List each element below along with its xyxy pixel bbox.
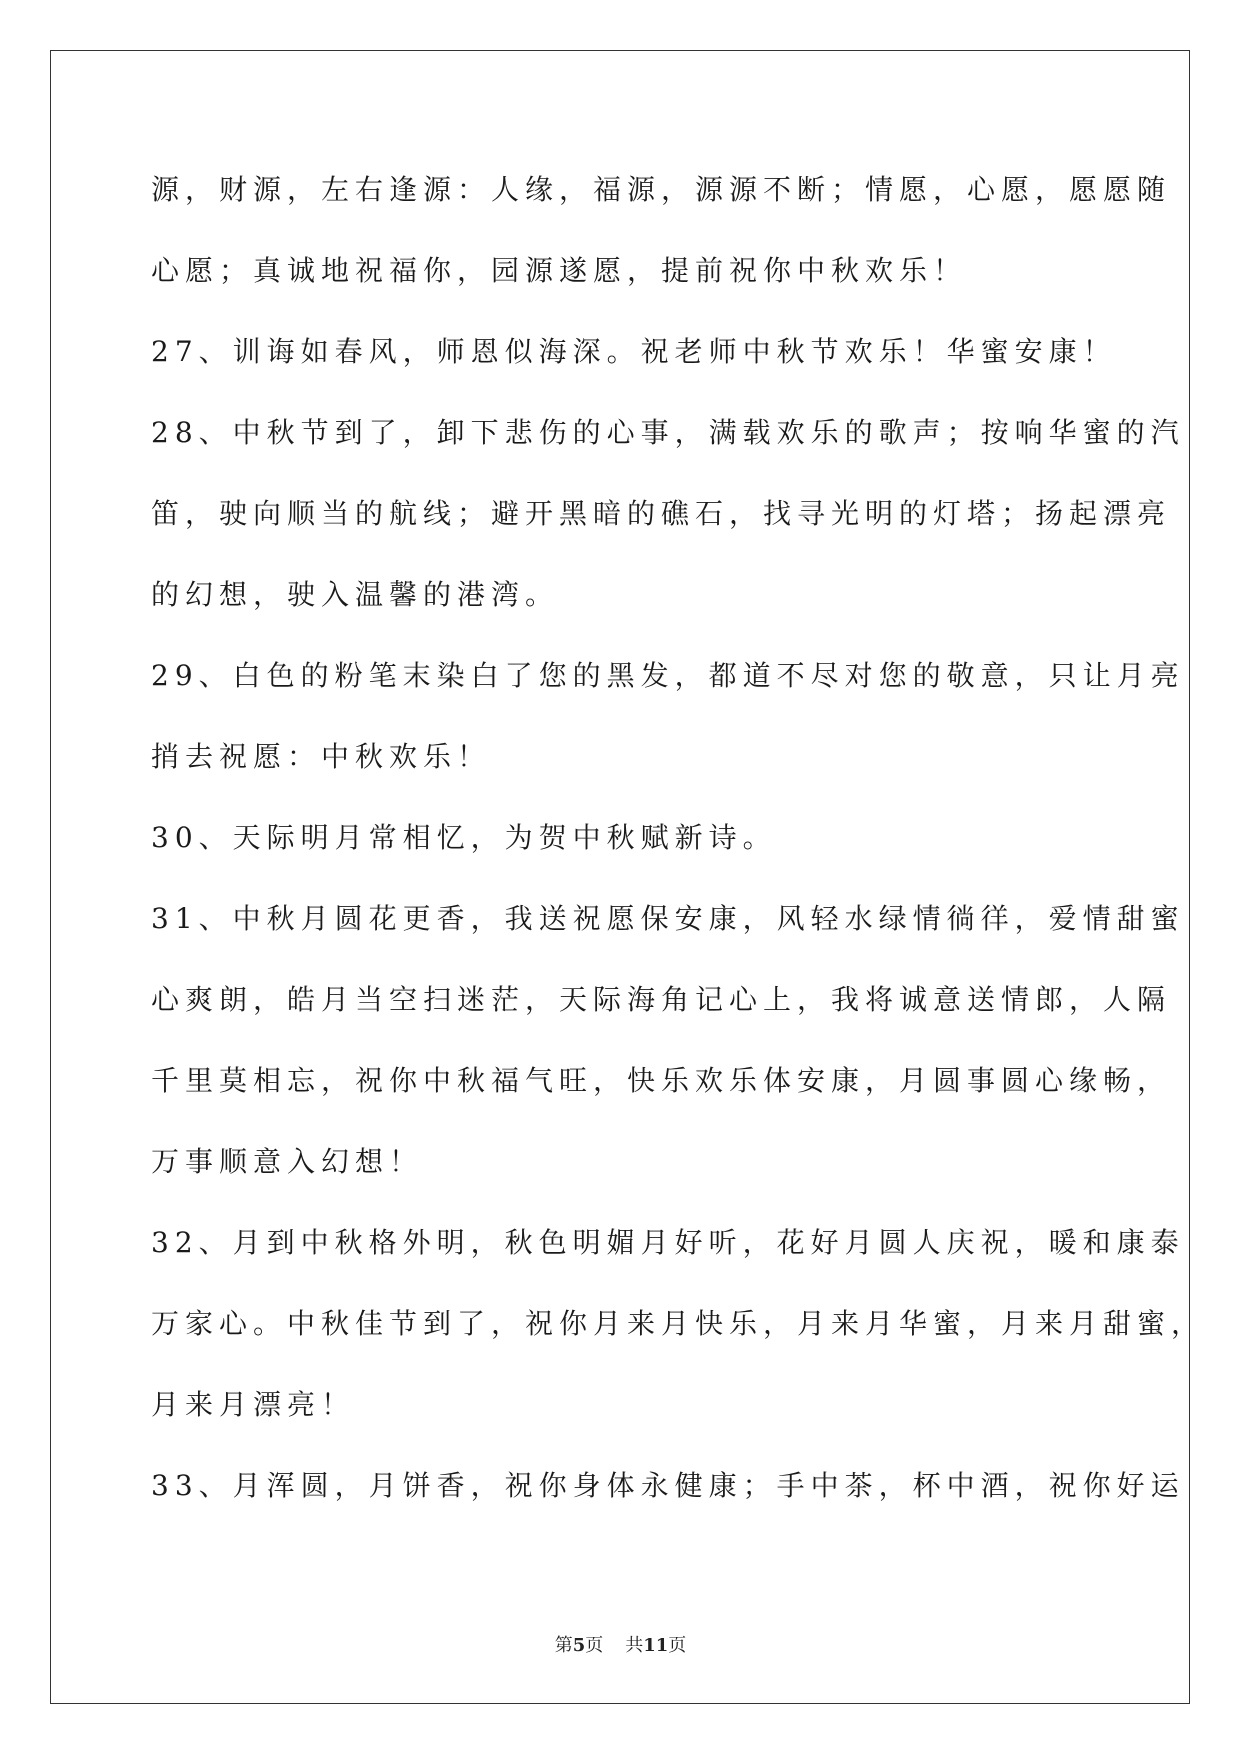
text-line: 27、训诲如春风，师恩似海深。祝老师中秋节欢乐！华蜜安康！ xyxy=(151,335,1117,368)
document-body xyxy=(151,160,1206,1537)
page-prefix: 第 xyxy=(554,1635,573,1656)
total-pages: 11 xyxy=(643,1635,669,1656)
page-number: 5 xyxy=(572,1635,586,1656)
text-line: 28、中秋节到了，卸下悲伤的心事，满载欢乐的歌声；按响华蜜的汽 xyxy=(151,416,1185,449)
text-line: 30、天际明月常相忆，为贺中秋赋新诗。 xyxy=(151,821,777,854)
page-footer xyxy=(0,1631,1241,1657)
text-line: 33、月浑圆，月饼香，祝你身体永健康；手中茶，杯中酒，祝你好运 xyxy=(151,1469,1185,1502)
text-line: 心愿；真诚地祝福你，园源遂愿，提前祝你中秋欢乐！ xyxy=(151,254,968,287)
text-line: 万家心。中秋佳节到了，祝你月来月快乐，月来月华蜜，月来月甜蜜， xyxy=(151,1307,1206,1340)
page-suffix: 页 xyxy=(585,1635,604,1656)
total-suffix: 页 xyxy=(668,1635,687,1656)
text-line: 32、月到中秋格外明，秋色明媚月好听，花好月圆人庆祝，暖和康泰 xyxy=(151,1226,1185,1259)
text-line: 万事顺意入幻想！ xyxy=(151,1145,424,1178)
text-line: 心爽朗，皓月当空扫迷茫，天际海角记心上，我将诚意送情郎，人隔 xyxy=(151,983,1172,1016)
text-line: 笛，驶向顺当的航线；避开黑暗的礁石，找寻光明的灯塔；扬起漂亮 xyxy=(151,497,1172,530)
text-line: 捎去祝愿：中秋欢乐！ xyxy=(151,740,492,773)
text-line: 29、白色的粉笔末染白了您的黑发，都道不尽对您的敬意，只让月亮 xyxy=(151,659,1185,692)
text-line: 源，财源，左右逢源：人缘，福源，源源不断；情愿，心愿，愿愿随 xyxy=(151,173,1172,206)
text-line: 31、中秋月圆花更香，我送祝愿保安康，风轻水绿情徜徉，爱情甜蜜 xyxy=(151,902,1185,935)
total-prefix: 共 xyxy=(625,1635,644,1656)
text-line: 月来月漂亮！ xyxy=(151,1388,356,1421)
text-line: 的幻想，驶入温馨的港湾。 xyxy=(151,578,560,611)
text-line: 千里莫相忘，祝你中秋福气旺，快乐欢乐体安康，月圆事圆心缘畅， xyxy=(151,1064,1172,1097)
